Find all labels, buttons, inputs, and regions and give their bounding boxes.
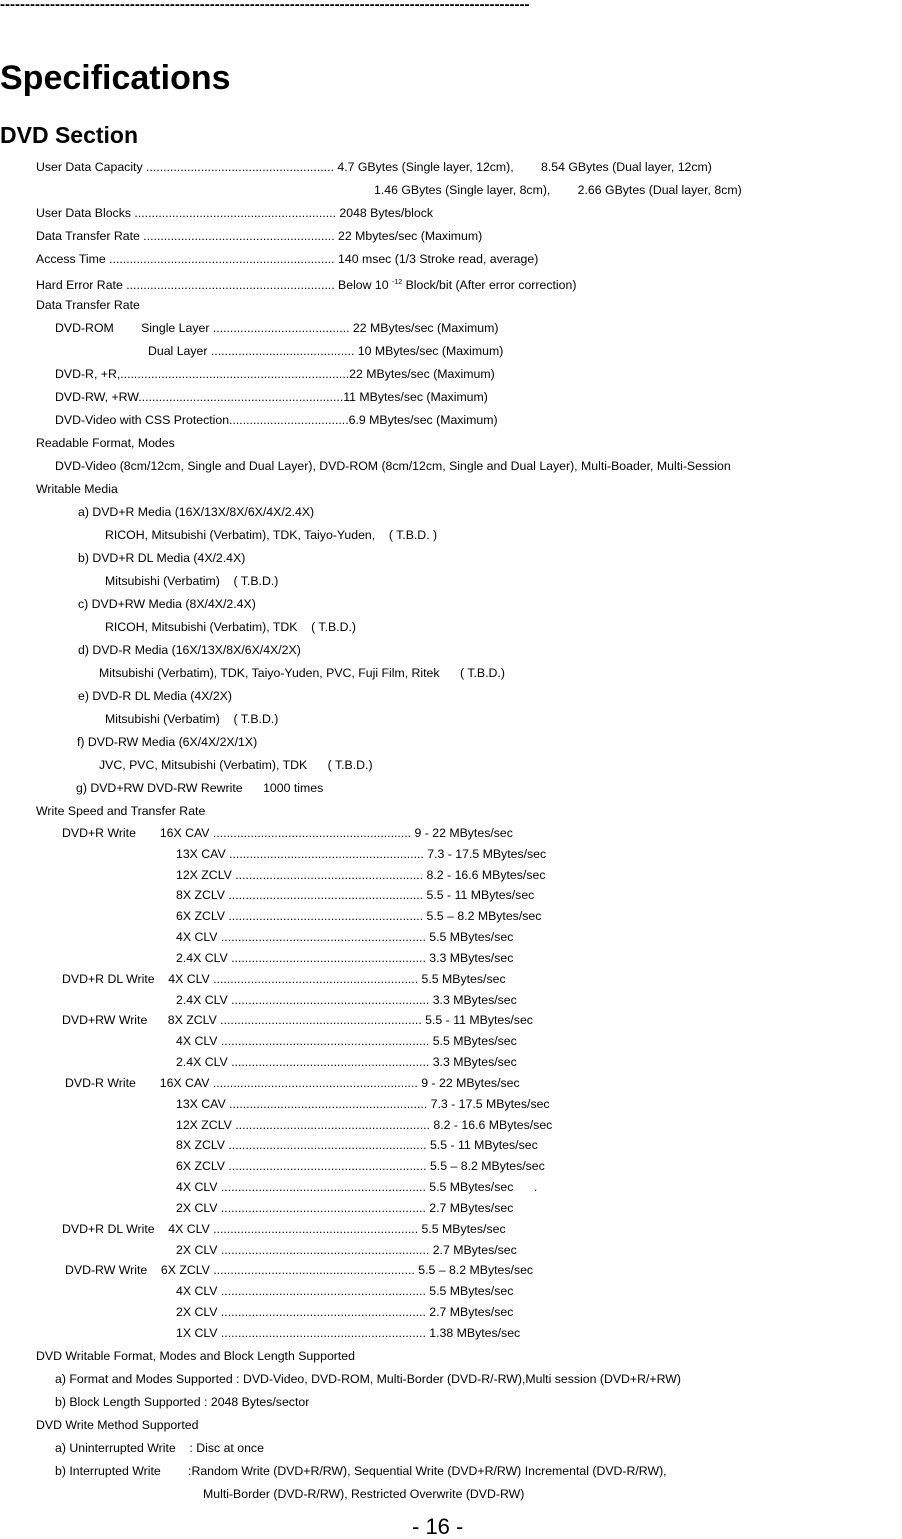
write-speed-row: 4X CLV ............................................................. 5.5 MBytes/sec (176, 1034, 517, 1048)
spec-line-writable-format: DVD Writable Format, Modes and Block Length Supported (36, 1349, 355, 1363)
media-item-f: f) DVD-RW Media (6X/4X/2X/1X) (77, 735, 258, 749)
write-speed-row: 2.4X CLV .......................................................... 3.3 MBytes/sec (176, 1055, 517, 1069)
media-item-a-vendors: RICOH, Mitsubishi (Verbatim), TDK, Taiyo-Yuden, ( T.B.D. ) (105, 528, 438, 542)
spec-line-write-method: DVD Write Method Supported (36, 1418, 199, 1432)
page-title: Specifications (0, 59, 231, 97)
hard-error-rate-text: Hard Error Rate ............................................................. Below 10 (36, 278, 393, 293)
spec-line-data-transfer-rate: Data Transfer Rate ........................................................ 22 Mbytes/sec (Maximum) (36, 229, 483, 243)
media-item-b-vendors: Mitsubishi (Verbatim) ( T.B.D.) (105, 574, 279, 588)
hard-error-rate-exponent: -12 (392, 279, 403, 286)
write-speed-row: 6X ZCLV .......................................................... 5.5 – 8.2 MBytes/sec (176, 1159, 545, 1173)
write-speed-row: DVD-R Write 16X CAV ............................................................ 9 - 22 MBytes/sec (65, 1076, 520, 1090)
media-item-c: c) DVD+RW Media (8X/4X/2.4X) (78, 597, 256, 611)
write-speed-row: DVD+R DL Write 4X CLV ............................................................ 5.5 MBytes/sec (62, 1222, 506, 1236)
write-speed-row: 4X CLV ............................................................ 5.5 MBytes/sec (176, 1284, 514, 1298)
spec-line-write-method-a: a) Uninterrupted Write : Disc at once (55, 1441, 264, 1455)
section-heading: DVD Section (0, 122, 139, 148)
page-number: - 16 - (412, 1514, 464, 1539)
spec-line-dvd-rw: DVD-RW, +RW............................................................11 MBytes/sec (Maximum) (55, 390, 488, 404)
write-speed-row: 6X ZCLV ......................................................... 5.5 – 8.2 MBytes/sec (176, 909, 542, 923)
write-speed-row: 8X ZCLV .......................................................... 5.5 - 11 MBytes/sec (176, 1138, 538, 1152)
spec-line-access-time: Access Time .................................................................. 140 msec (1/3 Stroke read, average) (36, 252, 539, 266)
write-speed-row: 12X ZCLV ....................................................... 8.2 - 16.6 MBytes/sec (176, 868, 546, 882)
write-speed-row: DVD+RW Write 8X ZCLV ........................................................... 5.5 - 11 MBytes/sec (62, 1013, 533, 1027)
spec-line-dvd-rom-dual: Dual Layer .......................................... 10 MBytes/sec (Maximum) (148, 344, 504, 358)
spec-line-writable-media: Writable Media (36, 482, 118, 496)
write-speed-row: 2X CLV ............................................................ 2.7 MBytes/sec (176, 1201, 514, 1215)
write-speed-row: DVD-RW Write 6X ZCLV ........................................................... 5.5 – 8.2 MBytes/sec (65, 1263, 534, 1277)
media-item-e-vendors: Mitsubishi (Verbatim) ( T.B.D.) (105, 712, 279, 726)
write-speed-row: 2.4X CLV ......................................................... 3.3 MBytes/sec (176, 951, 514, 965)
media-item-f-vendors: JVC, PVC, Mitsubishi (Verbatim), TDK ( T.B.D.) (99, 758, 373, 772)
spec-line-write-speed: Write Speed and Transfer Rate (36, 804, 206, 818)
media-item-c-vendors: RICOH, Mitsubishi (Verbatim), TDK ( T.B.D.) (105, 620, 356, 634)
write-speed-row: 2X CLV ............................................................ 2.7 MBytes/sec (176, 1305, 514, 1319)
write-speed-row: 2.4X CLV .......................................................... 3.3 MBytes/sec (176, 993, 517, 1007)
write-speed-row: 2X CLV ............................................................. 2.7 MBytes/sec (176, 1243, 517, 1257)
write-speed-row: 13X CAV ......................................................... 7.3 - 17.5 MBytes/sec (176, 847, 547, 861)
media-item-d-vendors: Mitsubishi (Verbatim), TDK, Taiyo-Yuden, PVC, Fuji Film, Ritek ( T.B.D.) (99, 666, 505, 680)
spec-line-readable-format: Readable Format, Modes (36, 436, 175, 450)
write-speed-row: 4X CLV ............................................................ 5.5 MBytes/sec . (176, 1180, 538, 1194)
spec-line-user-data-blocks: User Data Blocks ........................................................... 2048 Bytes/block (36, 206, 434, 220)
media-item-e: e) DVD-R DL Media (4X/2X) (78, 689, 232, 703)
spec-line-hard-error-rate (36, 275, 576, 293)
write-speed-row: DVD+R Write 16X CAV .......................................................... 9 - 22 MBytes/sec (62, 826, 513, 840)
spec-line-user-data-capacity: User Data Capacity ....................................................... 4.7 GBytes (Single layer, 12cm), 8.54 GBytes (Dual layer, 12cm) (36, 160, 712, 174)
spec-line-write-method-b: b) Interrupted Write :Random Write (DVD+R/RW), Sequential Write (DVD+R/RW) Incremental (DVD-R/RW), (55, 1464, 667, 1478)
media-item-g: g) DVD+RW DVD-RW Rewrite 1000 times (76, 781, 324, 795)
spec-line-readable-format-detail: DVD-Video (8cm/12cm, Single and Dual Layer), DVD-ROM (8cm/12cm, Single and Dual Layer), Multi-Boader, Multi-Session (55, 459, 731, 473)
write-speed-row: 8X ZCLV ......................................................... 5.5 - 11 MBytes/sec (176, 888, 535, 902)
hard-error-rate-suffix: Block/bit (After error correction) (402, 278, 577, 293)
write-speed-row: 1X CLV ............................................................ 1.38 MBytes/sec (176, 1326, 521, 1340)
spec-line-write-method-b-cont: Multi-Border (DVD-R/RW), Restricted Overwrite (DVD-RW) (203, 1487, 525, 1501)
spec-line-css: DVD-Video with CSS Protection...................................6.9 MBytes/sec (Maximum) (55, 413, 498, 427)
dashed-rule: ---------------------------------------------------------------------------------------------------------- (0, 0, 530, 13)
spec-line-data-transfer-rate-heading: Data Transfer Rate (36, 298, 140, 312)
spec-line-dvd-rom-single: DVD-ROM Single Layer ........................................ 22 MBytes/sec (Maximum) (55, 321, 499, 335)
media-item-b: b) DVD+R DL Media (4X/2.4X) (78, 551, 246, 565)
write-speed-row: 12X ZCLV ......................................................... 8.2 - 16.6 MBytes/sec (176, 1118, 553, 1132)
spec-line-writable-format-b: b) Block Length Supported : 2048 Bytes/sector (55, 1395, 310, 1409)
spec-line-writable-format-a: a) Format and Modes Supported : DVD-Video, DVD-ROM, Multi-Border (DVD-R/-RW),Multi session (DVD+R/+RW) (55, 1372, 681, 1386)
spec-line-dvd-r: DVD-R, +R,...................................................................22 MBytes/sec (Maximum) (55, 367, 495, 381)
spec-line-user-data-capacity-8cm: 1.46 GBytes (Single layer, 8cm), 2.66 GBytes (Dual layer, 8cm) (374, 183, 742, 197)
write-speed-row: 4X CLV ............................................................ 5.5 MBytes/sec (176, 930, 514, 944)
write-speed-row: 13X CAV .......................................................... 7.3 - 17.5 MBytes/sec (176, 1097, 550, 1111)
media-item-a: a) DVD+R Media (16X/13X/8X/6X/4X/2.4X) (78, 505, 315, 519)
media-item-d: d) DVD-R Media (16X/13X/8X/6X/4X/2X) (78, 643, 301, 657)
write-speed-row: DVD+R DL Write 4X CLV ............................................................ 5.5 MBytes/sec (62, 972, 506, 986)
